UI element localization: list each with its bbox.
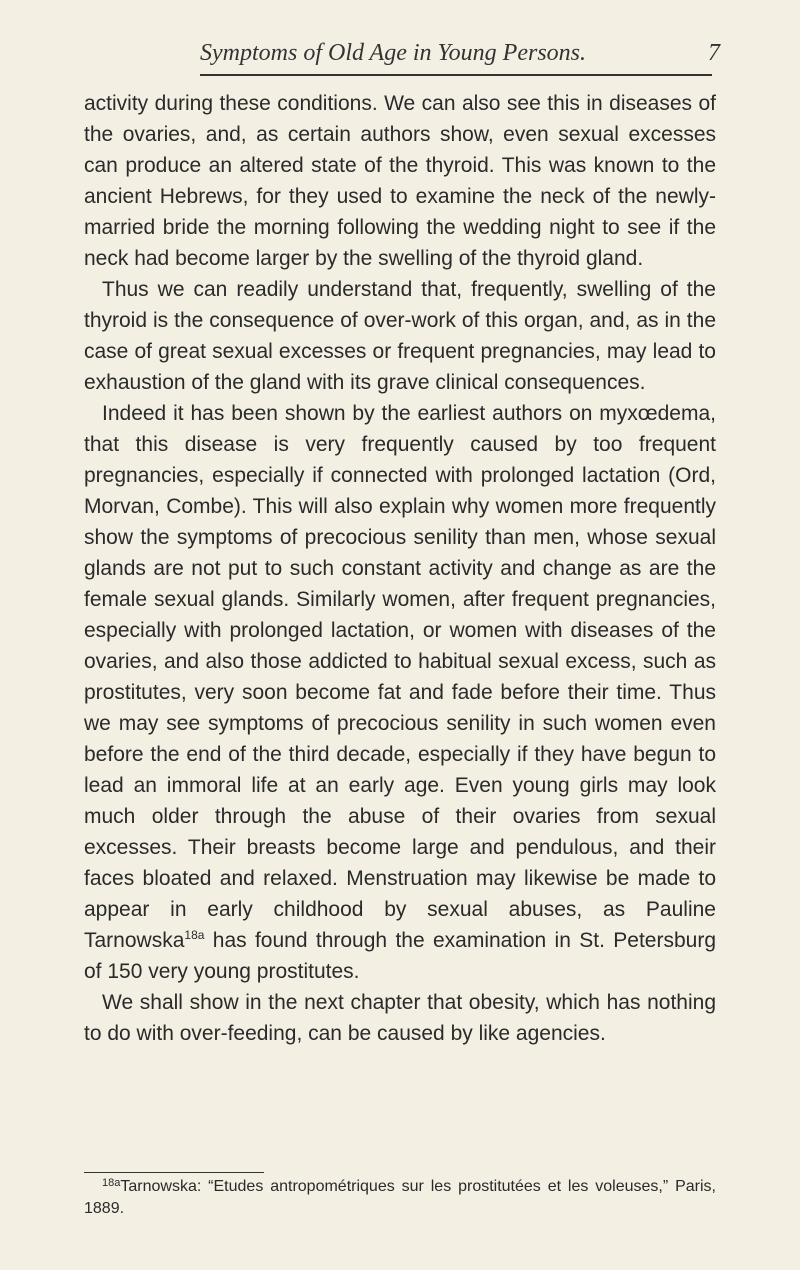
running-title: Symptoms of Old Age in Young Persons.	[200, 40, 587, 66]
footnote-text: Tarnowska: “Etudes antropométriques sur les prostitutées et les voleuses,” Paris, 1889.	[84, 1178, 716, 1217]
footnote-mark: 18a	[102, 1177, 121, 1189]
footnote-rule	[84, 1172, 264, 1173]
body-text	[84, 88, 716, 1049]
header-rule	[200, 74, 712, 76]
page-number: 7	[708, 40, 720, 66]
paragraph-3-text: Indeed it has been shown by the earliest authors on myxœdema, that this disease is very frequently caused by too frequent pregnancies, especially if connected with prolonged lactation (Ord, Morvan, Combe). This will also explain why women more frequently show the symptoms of precocious senility than men, whose sexual glands are not put to such constant activity and change as are the female sexual glands. Similarly women, after frequent pregnancies, especially with prolonged lactation, or women with diseases of the ovaries, and also those addicted to habitual sexual excess, such as prostitutes, very soon become fat and fade before their time. Thus we may see symptoms of precocious senility in such women even before the end of the third decade, especially if they have begun to lead an immoral life at an early age. Even young girls may look much older through the abuse of their ovaries from sexual excesses. Their breasts become large and pendulous, and their faces bloated and relaxed. Menstruation may likewise be made to appear in early childhood by sexual abuses, as Pauline Tarnowska	[84, 402, 716, 952]
paragraph-3-text-cont: has found through the examination in St. Petersburg of 150 very young prostitutes.	[84, 929, 716, 983]
footnote-reference: 18a	[184, 928, 205, 942]
footnote	[84, 1176, 716, 1220]
paragraph-2: Thus we can readily understand that, frequently, swelling of the thyroid is the consequence of over-work of this organ, and, as in the case of great sexual excesses or frequent pregnancies, may lead to exhaustion of the gland with its grave clinical consequences.	[84, 278, 716, 394]
paragraph-4: We shall show in the next chapter that obesity, which has nothing to do with over-feeding, can be caused by like agencies.	[84, 991, 716, 1045]
paragraph-3	[84, 398, 716, 987]
paragraph-1: activity during these conditions. We can also see this in diseases of the ovaries, and, as certain authors show, even sexual excesses can produce an altered state of the thyroid. This was known to the ancient Hebrews, for they used to examine the neck of the newly-married bride the morning following the wedding night to see if the neck had become larger by the swelling of the thyroid gland.	[84, 92, 716, 270]
